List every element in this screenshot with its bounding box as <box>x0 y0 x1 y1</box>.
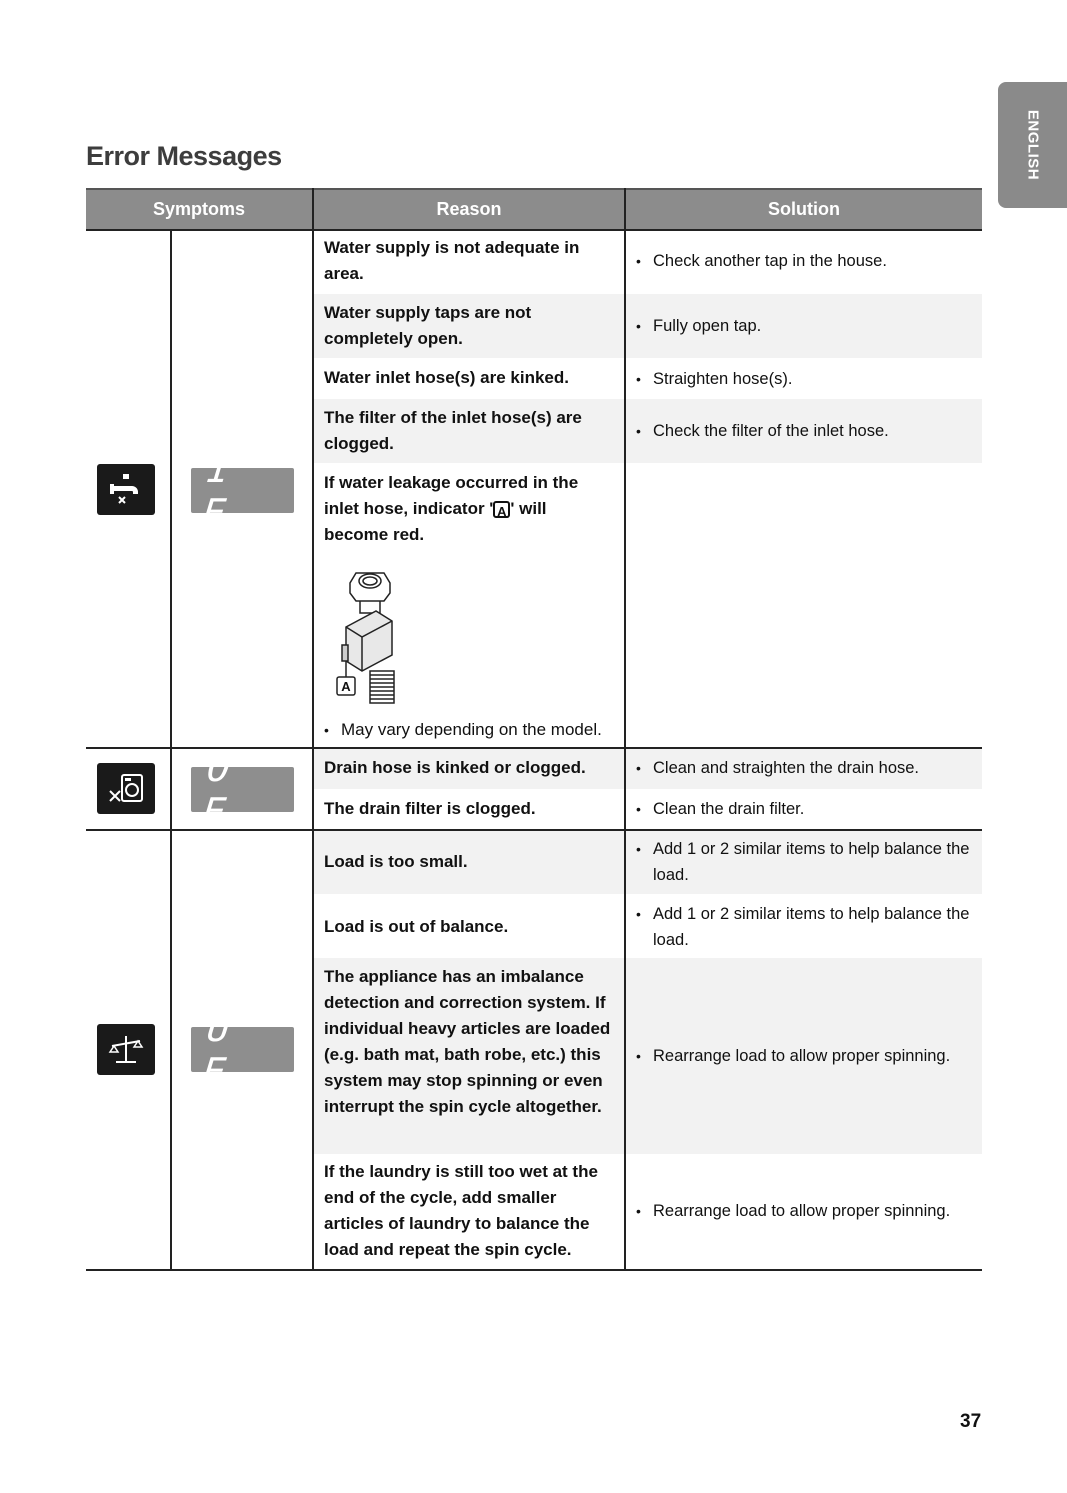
ue-solution-3: • Rearrange load to allow proper spinning. <box>636 1043 993 1069</box>
divider <box>170 229 172 1271</box>
ue-reason-3: The appliance has an imbalance detection and correction system. If individual heavy articles are loaded (e.g. bath mat, bath robe, etc.) this system may stop spinning or even interrupt the spin cycle altogether. <box>324 967 611 1116</box>
ie-reason-1: Water supply is not adequate in area. <box>324 238 580 283</box>
divider <box>312 188 314 1271</box>
ue-reason-1: Load is too small. <box>324 852 468 871</box>
oe-solution-1: • Clean and straighten the drain hose. <box>636 755 993 781</box>
ie-error-display: I E <box>191 468 294 513</box>
diagram-label-a: A <box>341 679 351 694</box>
ue-solution-4: • Rearrange load to allow proper spinning. <box>636 1198 993 1224</box>
balance-scale-icon <box>97 1024 155 1075</box>
oe-reason-2: The drain filter is clogged. <box>324 799 536 818</box>
header-symptoms: Symptoms <box>86 188 312 229</box>
ie-solution-1: • Check another tap in the house. <box>636 248 993 274</box>
ie-reason-4: The filter of the inlet hose(s) are clogged. <box>324 408 582 453</box>
language-tab-label: ENGLISH <box>1024 109 1041 181</box>
divider <box>86 229 982 231</box>
drain-washer-icon <box>97 763 155 814</box>
header-solution: Solution <box>626 188 982 229</box>
page-title: Error Messages <box>86 141 282 171</box>
ie-solution-2: • Fully open tap. <box>636 313 993 339</box>
ue-solution-2: • Add 1 or 2 similar items to help balance the load. <box>636 901 973 953</box>
ie-reason-2: Water supply taps are not completely open. <box>324 303 532 348</box>
header-reason: Reason <box>314 188 624 229</box>
divider <box>86 1269 982 1271</box>
oe-solution-2: • Clean the drain filter. <box>636 796 993 822</box>
language-tab <box>998 82 1067 208</box>
ue-reason-4: If the laundry is still too wet at the end of the cycle, add smaller articles of laundry to balance the load and repeat the spin cycle. <box>324 1162 598 1259</box>
indicator-a-label: A <box>493 501 510 518</box>
water-tap-icon <box>97 464 155 515</box>
ue-reason-2: Load is out of balance. <box>324 917 509 936</box>
oe-error-display: O E <box>191 767 294 812</box>
ie-reason-3: Water inlet hose(s) are kinked. <box>324 368 569 387</box>
inlet-hose-diagram <box>334 565 414 705</box>
oe-reason-1: Drain hose is kinked or clogged. <box>324 758 586 777</box>
ue-solution-1: • Add 1 or 2 similar items to help balance the load. <box>636 836 973 888</box>
ie-note: • May vary depending on the model. <box>324 717 631 743</box>
page-number: 37 <box>960 1411 982 1432</box>
ie-solution-3: • Straighten hose(s). <box>636 366 993 392</box>
ie-solution-4: • Check the filter of the inlet hose. <box>636 418 993 444</box>
ie-reason-leak: If water leakage occurred in the inlet hose, indicator ' A ' will become red. <box>324 473 579 544</box>
ue-error-display: U E <box>191 1027 294 1072</box>
